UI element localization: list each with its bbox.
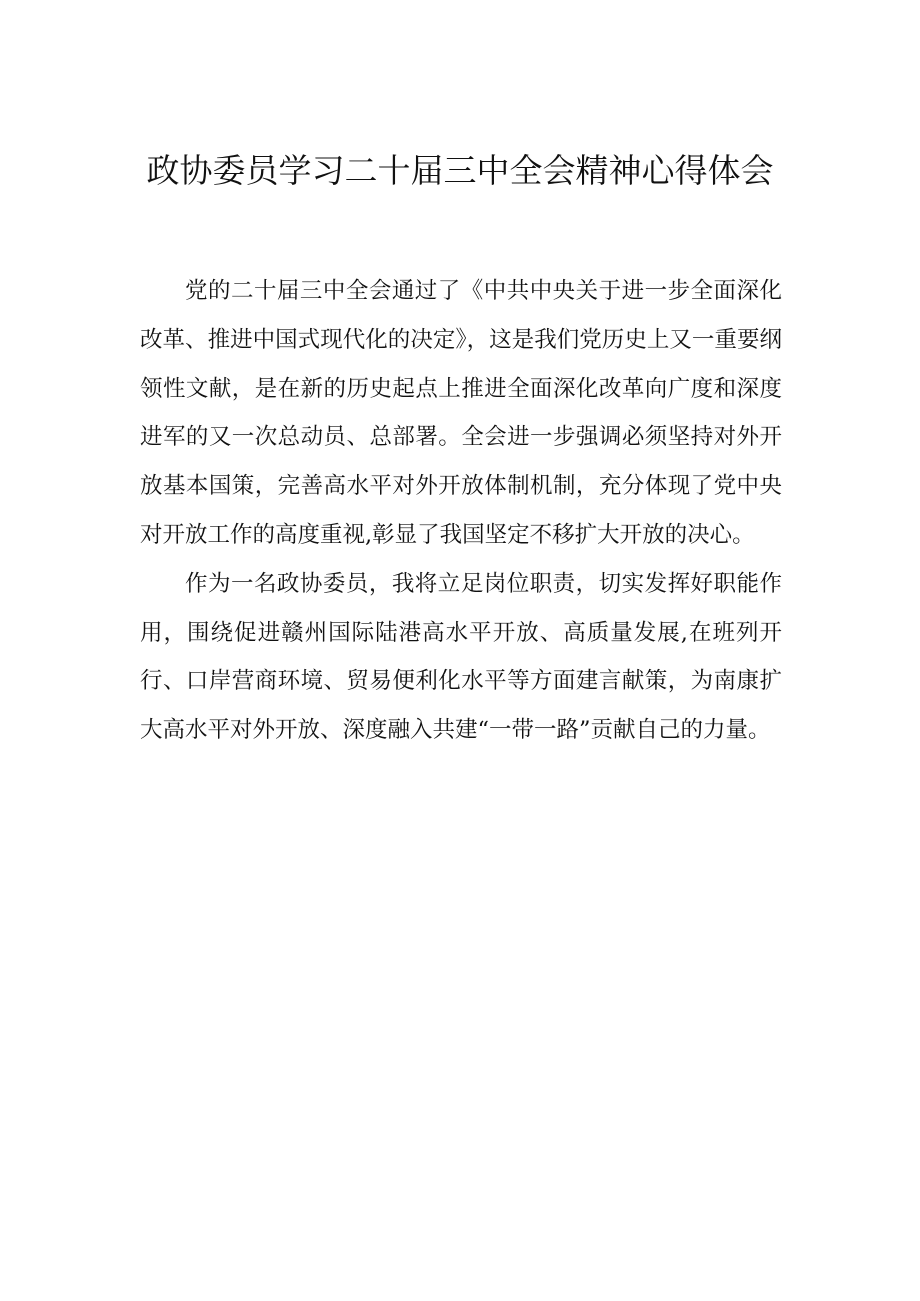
paragraph-2: 作为一名政协委员，我将立足岗位职责，切实发挥好职能作用，围绕促进赣州国际陆港高水平开放、高质量发展,在班列开行、口岸营商环境、贸易便利化水平等方面建言献策，为南康扩大高水平对外开放、深度融入共建“一带一路”贡献自己的力量。 <box>140 570 782 744</box>
document-title: 政协委员学习二十届三中全会精神心得体会 <box>146 151 774 190</box>
paragraph-1: 党的二十届三中全会通过了《中共中央关于进一步全面深化改革、推进中国式现代化的决定》，这是我们党历史上又一重要纲领性文献，是在新的历史起点上推进全面深化改革向广度和深度进军的又一次总动员、总部署。全会进一步强调必须坚持对外开放基本国策，完善高水平对外开放体制机制，充分体现了党中央对开放工作的高度重视,彰显了我国坚定不移扩大开放的决心。 <box>140 278 782 548</box>
document-body <box>140 267 782 755</box>
